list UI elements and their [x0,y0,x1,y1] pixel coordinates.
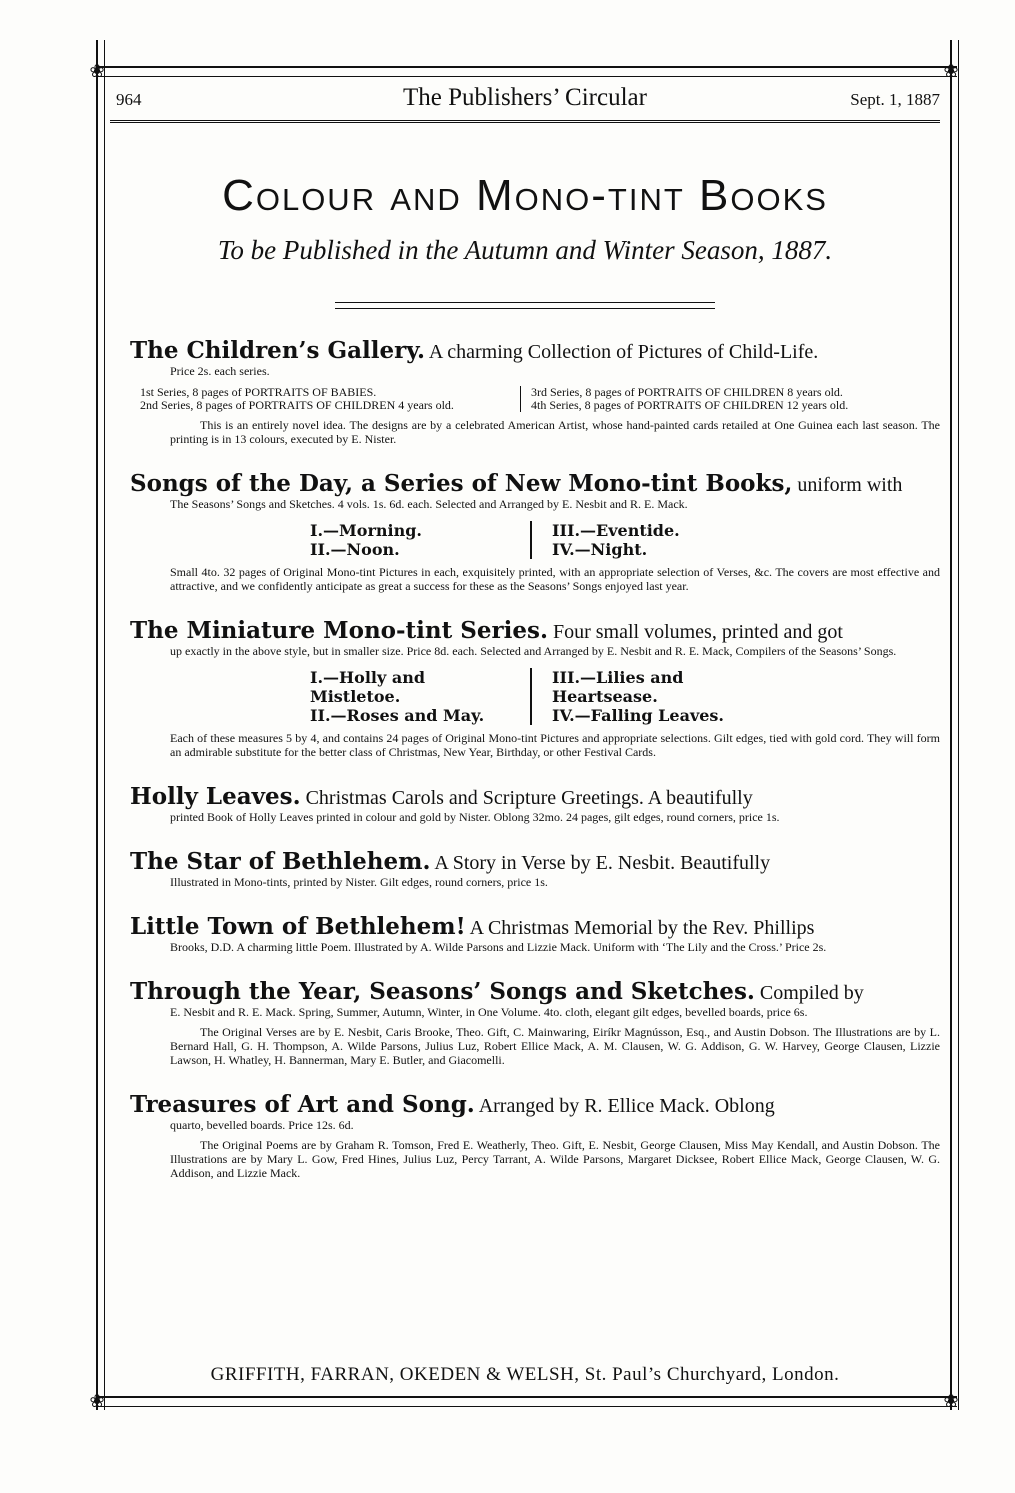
volume-column-left [310,521,520,559]
entry-star-of-bethlehem [110,850,940,889]
entry-treasures [110,1093,940,1180]
entry-detail: Illustrated in Mono-tints, printed by Nister. Gilt edges, round corners, price 1s. [170,875,548,889]
issue-date: Sept. 1, 1887 [850,90,940,109]
entry-lead: Compiled by [754,982,864,1004]
entry-title: Treasures of Art and Song. [130,1091,475,1118]
series-list [130,386,940,412]
entry-title: Through the Year, Seasons’ Songs and Sketches. [130,978,755,1005]
volume-column-left [310,668,520,725]
volume-item: II.—Noon. [310,540,400,559]
entry-songs-of-the-day [110,472,940,593]
entry-heading-line [130,1093,940,1118]
entry-through-the-year [110,980,940,1067]
volume-item: III.—Lilies and Heartsease. [552,668,684,706]
page-subtitle: To be Published in the Autumn and Winter Season, 1887. [217,235,833,265]
publisher-imprint: GRIFFITH, FARRAN, OKEDEN & WELSH, St. Paul’s Churchyard, London. [210,1364,840,1385]
page-content [110,80,940,1390]
volume-item: II.—Roses and May. [310,706,485,725]
volume-column-right [530,521,762,559]
entry-heading-line [130,980,940,1005]
journal-title: The Publishers’ Circular [403,84,647,111]
volume-item: III.—Eventide. [552,521,680,540]
entry-heading-line [130,339,940,364]
volume-item: IV.—Falling Leaves. [552,706,724,725]
entry-detail: Brooks, D.D. A charming little Poem. Illustrated by A. Wilde Parsons and Lizzie Mack. Uniform with ‘The Lily and the Cross.’ Price 2s. [170,940,827,954]
top-border-rule [96,66,957,77]
running-head [110,80,940,123]
volume-column-right [530,668,762,725]
entry-title: The Miniature Mono-tint Series. [130,617,548,644]
entry-lead: Arranged by R. Ellice Mack. Oblong [474,1095,775,1117]
entry-heading-line [130,785,940,810]
entry-detail: The Seasons’ Songs and Sketches. 4 vols. 1s. 6d. each. Selected and Arranged by E. Nesbit and R. E. Mack. [170,497,688,511]
entry-lead: uniform with [792,474,903,496]
corner-ornament-icon: ❀ [89,1391,105,1411]
entry-lead: Four small volumes, printed and got [547,621,843,643]
series-item: 3rd Series, 8 pages of PORTRAITS OF CHILDREN 8 years old. [531,385,843,399]
entry-title: The Star of Bethlehem. [130,848,431,875]
entry-detail: printed Book of Holly Leaves printed in colour and gold by Nister. Oblong 32mo. 24 pages, gilt edges, round corners, price 1s. [170,810,780,824]
entry-lead: Christmas Carols and Scripture Greetings. A beautifully [300,787,753,809]
entry-note: The Original Verses are by E. Nesbit, Caris Brooke, Theo. Gift, C. Mainwaring, Eiríkr Magnússon, Esq., and Austin Dobson. The Illustrations are by L. Bernard Hall, G. H. Thompson, A. Wilde Parsons, Julius Luz, Robert Ellice Mack, A. M. Clausen, W. G. Addison, G. W. Harvey, George Clausen, Lizzie Lawson, H. Whatley, H. Bannerman, Mary E. Butler, and Giacomelli. [170,1025,940,1067]
series-item: 4th Series, 8 pages of PORTRAITS OF CHILDREN 12 years old. [531,398,849,412]
entry-heading-line [130,619,940,644]
series-column-left [140,386,520,412]
entry-detail: quarto, bevelled boards. Price 12s. 6d. [170,1118,354,1132]
entry-title: Holly Leaves. [130,783,301,810]
entry-title: The Children’s Gallery. [130,337,426,364]
entry-lead: A charming Collection of Pictures of Child-Life. [425,341,819,363]
left-border-rule [96,40,105,1410]
entry-holly-leaves [110,785,940,824]
volume-item: IV.—Night. [552,540,648,559]
page-number: 964 [116,90,142,109]
entry-heading-line [130,850,940,875]
entry-little-town [110,915,940,954]
entry-note: Small 4to. 32 pages of Original Mono-tint Pictures in each, exquisitely printed, with an appropriate selection of Verses, &c. The covers are most effective and attractive, and we confidently anticipate as great a success for these as the Seasons’ Songs enjoyed last year. [170,565,940,593]
entry-price: Price 2s. each series. [170,364,270,378]
volume-item: I.—Holly and Mistletoe. [310,668,426,706]
entry-note: Each of these measures 5 by 4, and contains 24 pages of Original Mono-tint Pictures and appropriate selections. Gilt edges, tied with gold cord. They will form an admirable substitute for the better class of Christmas, New Year, Birthday, or other Festival Cards. [170,731,940,759]
entry-detail: up exactly in the above style, but in smaller size. Price 8d. each. Selected and Arranged by E. Nesbit and R. E. Mack, Compilers of the Seasons’ Songs. [170,644,897,658]
entry-title: Songs of the Day, a Series of New Mono-tint Books, [130,470,793,497]
volume-item: I.—Morning. [310,521,422,540]
corner-ornament-icon: ❀ [943,61,959,81]
entry-lead: A Christmas Memorial by the Rev. Phillips [465,917,815,939]
entry-note: The Original Poems are by Graham R. Tomson, Fred E. Weatherly, Theo. Gift, E. Nesbit, George Clausen, Miss May Kendall, and Austin Dobson. The Illustrations are by Mary L. Gow, Fred Hines, Julius Luz, Percy Tarrant, A. Wilde Parsons, Margaret Dicksee, Robert Ellice Mack, George Clausen, W. G. Addison, and Lizzie Mack. [170,1138,940,1180]
volume-list [130,521,940,559]
series-item: 2nd Series, 8 pages of PORTRAITS OF CHILDREN 4 years old. [140,398,454,412]
right-border-rule [950,40,959,1410]
double-rule-divider [335,302,715,309]
corner-ornament-icon: ❀ [89,61,105,81]
entry-heading-line [130,472,940,497]
entry-childrens-gallery [110,339,940,446]
entry-miniature-series [110,619,940,759]
entry-title: Little Town of Bethlehem! [130,913,466,940]
series-item: 1st Series, 8 pages of PORTRAITS OF BABIES. [140,385,377,399]
series-column-right [520,386,911,412]
entry-note: This is an entirely novel idea. The designs are by a celebrated American Artist, whose hand-painted cards retailed at One Guinea each last season. The printing is in 13 colours, executed by E. Nister. [170,418,940,446]
entry-detail: E. Nesbit and R. E. Mack. Spring, Summer, Autumn, Winter, in One Volume. 4to. cloth, elegant gilt edges, bevelled boards, price 6s. [170,1005,808,1019]
entry-lead: A Story in Verse by E. Nesbit. Beautifully [430,852,771,874]
entry-heading-line [130,915,940,940]
page-title: Colour and Mono-tint Books [222,171,828,220]
corner-ornament-icon: ❀ [943,1391,959,1411]
bottom-border-rule [96,1396,957,1407]
volume-list [130,668,940,725]
